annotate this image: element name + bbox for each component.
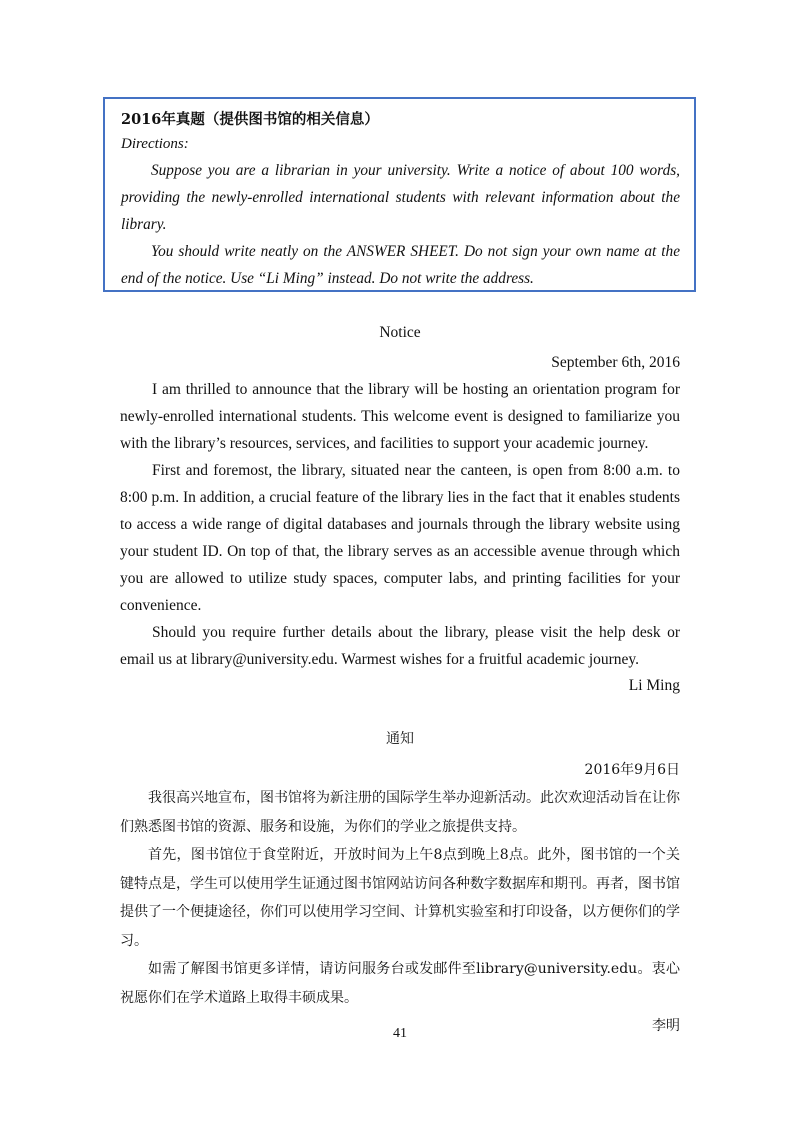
- notice-title: Notice: [379, 324, 421, 341]
- page-number: 41: [393, 1026, 407, 1041]
- chinese-notice-paragraph: 我很高兴地宣布，图书馆将为新注册的国际学生举办迎新活动。此次欢迎活动旨在让你们熟悉图书馆的资源、服务和设施，为你们的学业之旅提供支持。: [120, 790, 680, 835]
- directions-label: Directions:: [121, 136, 189, 152]
- chinese-notice-paragraph: 如需了解图书馆更多详情，请访问服务台或发邮件至library@university.edu。衷心祝愿你们在学术道路上取得丰硕成果。: [120, 961, 680, 1006]
- chinese-notice-paragraph: 首先，图书馆位于食堂附近，开放时间为上午8点到晚上8点。此外，图书馆的一个关键特点是，学生可以使用学生证通过图书馆网站访问各种数字数据库和期刊。再者，图书馆提供了一个便捷途径，你们可以使用学习空间、计算机实验室和打印设备，以方便你们的学习。: [120, 847, 680, 949]
- directions-paragraph: Suppose you are a librarian in your university. Write a notice of about 100 words, providing the newly-enrolled international students with relevant information about the library.: [121, 162, 680, 233]
- chinese-notice-title: 通知: [386, 731, 414, 747]
- exam-directions-box: [103, 97, 696, 292]
- notice-signature: Li Ming: [628, 677, 680, 694]
- notice-paragraph: I am thrilled to announce that the library will be hosting an orientation program for newly-enrolled international students. This welcome event is designed to familiarize you with the library’s resources, services, and facilities to support your academic journey.: [120, 381, 680, 452]
- notice-date: September 6th, 2016: [551, 354, 680, 371]
- chinese-notice-date: 2016年9月6日: [584, 762, 680, 778]
- chinese-notice: [120, 728, 680, 1040]
- exam-title: 2016年真题（提供图书馆的相关信息）: [121, 111, 379, 128]
- notice-paragraph: Should you require further details about the library, please visit the help desk or email us at library@university.edu. Warmest wishes for a fruitful academic journey.: [120, 624, 680, 668]
- chinese-notice-signature: 李明: [652, 1018, 680, 1034]
- notice-paragraph: First and foremost, the library, situated near the canteen, is open from 8:00 a.m. to 8:00 p.m. In addition, a crucial feature of the library lies in the fact that it enables students to access a wide range of digital databases and journals through the library website using your student ID. On top of that, the library serves as an accessible avenue through which you are allowed to utilize study spaces, computer labs, and printing facilities for your convenience.: [120, 462, 680, 614]
- english-notice: [120, 322, 680, 699]
- directions-paragraph: You should write neatly on the ANSWER SHEET. Do not sign your own name at the end of the notice. Use “Li Ming” instead. Do not write the address.: [121, 243, 680, 287]
